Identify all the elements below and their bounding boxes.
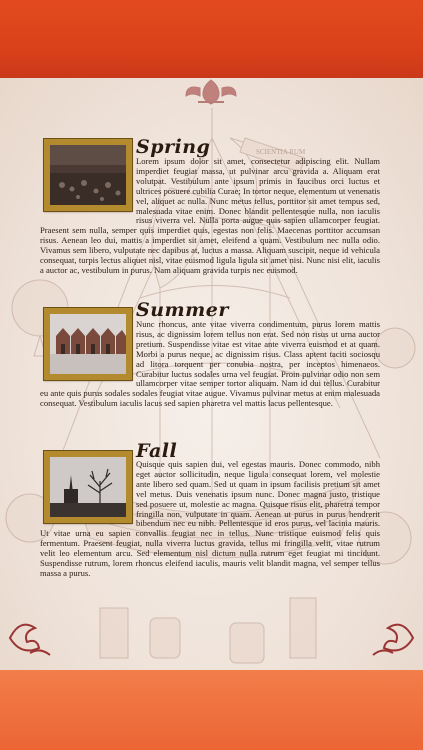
fall-body	[40, 460, 380, 579]
summer-body	[40, 320, 380, 409]
parchment-content-area	[0, 78, 423, 670]
spring-text-spacer	[40, 157, 136, 223]
bottom-right-ornament	[373, 625, 413, 655]
top-header-bar	[0, 0, 423, 78]
summer-text-spacer	[40, 320, 136, 386]
bottom-left-ornament	[10, 625, 50, 655]
fall-text-spacer	[40, 460, 136, 526]
top-fleur-ornament	[186, 80, 236, 104]
banner-text: SCIENTIA RUM	[256, 148, 306, 156]
bottom-footer-bar	[0, 670, 423, 750]
summer-body-text: Nunc rhoncus, ante vitae viverra condimentum, purus lorem mattis risus, ac dignissim lorem tellus non erat. Sed non risus ut urna auctor pretium. Suspendisse vitae est vitae ante viverra euismod et at quam. Morbi a purus neque, ac dignissim risus. Class aptent taciti sociosqu ad litora torquent per conubia nostra, per inceptos himenaeos. Curabitur luctus sodales urna vel feugiat. Proin pulvinar odio non sem ullamcorper vitae semper tortor aliquam. Nam id dui tellus. Curabitur eu ante quis purus sodales sodales feugiat vitae augue. Vivamus pulvinar metus at enim malesuada consequat. Vestibulum iaculis lacus sed sapien pharetra vel mattis lacus pellentesque.	[40, 319, 380, 409]
fall-body-text: Quisque quis sapien dui, vel egestas mauris. Donec commodo, nibh eget auctor sollicitudin, neque ligula consequat lorem, vel molestie ante libero sed quam. Sed ut quam in ipsum facilisis pretium sit amet vel metus. Duis venenatis ipsum nunc. Donec magna justo, tristique sed posuere ut, molestie ac magna. Quisque risus elit, pharetra tempor fringilla non, vulputate in quam. Aenean ut purus in purus hendrerit bibendum nec eu nibh. Pellentesque id eros purus, vel lacinia mauris. Ut vitae urna eu sapien convallis feugiat nec in tellus. Nunc tristique euismod felis quis fermentum. Praesent feugiat, nulla viverra luctus gravida, tellus mi fringilla velit, vitae rutrum velit leo elementum arcu. Sed elementum nisl dictum nulla rutrum eget feugiat mi tincidunt. Suspendisse rutrum, lorem rhoncus eleifend iaculis, mauris velit blandit magna, vel semper tellus massa a purus.	[40, 459, 380, 578]
spring-body-text: Lorem ipsum dolor sit amet, consectetur adipiscing elit. Nullam imperdiet feugiat massa, ut pulvinar arcu gravida a. Aliquam erat volutpat. Vestibulum ante ipsum primis in faucibus orci luctus et ultrices posuere cubilia Curae; In tortor neque, elementum ut venenatis vel, aliquet ac nulla. Nunc metus tellus, porttitor sit amet tempus sed, malesuada vitae enim. Donec blandit pellentesque nulla, non iaculis risus viverra vel. Nulla porta augue quis sapien ullamcorper feugiat. Praesent sem nulla, semper quis imperdiet quis, egestas non felis. Maecenas porttitor accumsan risus. Aenean leo dui, mattis a imperdiet sit amet, eleifend a quam. Vestibulum nec nulla odio. Vivamus sem libero, vulputate nec dapibus at, luctus a massa. Aliquam suscipit, neque id vehicula consequat, turpis lectus aliquet nisl, vitae euismod ligula ligula sit amet nisi. Nunc nisi elit, iaculis a auctor ac, vestibulum in purus. Nam aliquam gravida turpis nec euismod.	[40, 156, 380, 275]
fall-heading: Fall	[136, 440, 178, 462]
spring-heading: Spring	[136, 136, 211, 158]
summer-heading: Summer	[136, 299, 229, 321]
spring-body	[40, 157, 380, 276]
